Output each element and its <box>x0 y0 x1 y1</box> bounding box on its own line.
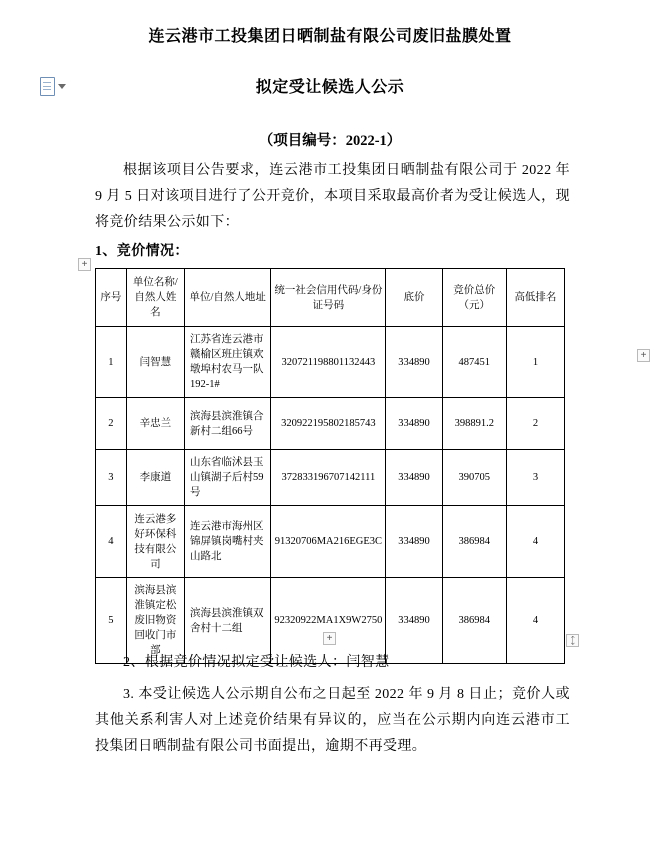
column-header-base-price: 底价 <box>386 269 442 327</box>
cell-address: 江苏省连云港市赣榆区班庄镇欢墩埠村农马一队192-1# <box>185 327 271 398</box>
column-header-rank: 高低排名 <box>506 269 564 327</box>
cell-base-price: 334890 <box>386 578 442 664</box>
cell-address: 山东省临沭县玉山镇湖子后村59号 <box>185 450 271 506</box>
page-title-line-1: 连云港市工投集团日晒制盐有限公司废旧盐膜处置 <box>148 28 512 45</box>
cell-rank: 2 <box>506 398 564 450</box>
bidding-results-table <box>95 268 565 664</box>
cell-base-price: 334890 <box>386 506 442 578</box>
cell-seq: 5 <box>96 578 127 664</box>
cell-name: 李康道 <box>126 450 184 506</box>
cell-address: 滨海县滨淮镇合新村二组66号 <box>185 398 271 450</box>
chevron-down-icon[interactable] <box>58 84 66 89</box>
cell-code: 91320706MA216EGE3C <box>271 506 386 578</box>
cell-rank: 4 <box>506 578 564 664</box>
document-object-icon[interactable] <box>40 76 66 96</box>
cell-name: 辛忠兰 <box>126 398 184 450</box>
cell-seq: 4 <box>96 506 127 578</box>
project-number: （项目编号：2022-1） <box>258 133 402 149</box>
cell-base-price: 334890 <box>386 398 442 450</box>
table-header <box>96 269 565 327</box>
item-2-paragraph: 2、根据竞价情况拟定受让候选人：闫智慧 <box>123 655 390 670</box>
cell-rank: 4 <box>506 506 564 578</box>
intro-paragraph: 根据该项目公告要求，连云港市工投集团日晒制盐有限公司于 2022 年 9 月 5 日对该项目进行了公开竞价，本项目采取最高价者为受让候选人，现将竞价结果公示如下： <box>95 163 570 230</box>
cell-seq: 2 <box>96 398 127 450</box>
column-header-seq: 序号 <box>96 269 127 327</box>
page-sheet-icon <box>40 77 55 96</box>
cell-total-price: 487451 <box>442 327 506 398</box>
table-body <box>96 327 565 664</box>
item-3-paragraph: 3. 本受让候选人公示期自公布之日起至 2022 年 9 月 8 日止；竞价人或其他关系利害人对上述竞价结果有异议的，应当在公示期内向连云港市工投集团日晒制盐有限公司书面提出，逾期不再受理。 <box>95 687 570 754</box>
column-header-name: 单位名称/自然人姓名 <box>126 269 184 327</box>
insert-bottom-row-handle[interactable]: + <box>323 632 336 645</box>
cell-total-price: 390705 <box>442 450 506 506</box>
insert-row-handle[interactable]: + <box>78 258 91 271</box>
cell-seq: 1 <box>96 327 127 398</box>
table-row <box>96 450 565 506</box>
cell-total-price: 386984 <box>442 578 506 664</box>
table-row <box>96 327 565 398</box>
document-title-block <box>95 24 565 150</box>
table-row <box>96 398 565 450</box>
section-heading-1: 1、竞价情况： <box>95 244 189 259</box>
column-header-code: 统一社会信用代码/身份证号码 <box>271 269 386 327</box>
cell-rank: 1 <box>506 327 564 398</box>
cell-base-price: 334890 <box>386 450 442 506</box>
cell-code: 320721198801132443 <box>271 327 386 398</box>
table-resize-handle[interactable] <box>566 634 579 647</box>
table-header-row <box>96 269 565 327</box>
cell-base-price: 334890 <box>386 327 442 398</box>
resize-arrow-icon: ⤡ <box>566 634 579 647</box>
cell-seq: 3 <box>96 450 127 506</box>
insert-column-handle[interactable]: + <box>637 349 650 362</box>
cell-code: 320922195802185743 <box>271 398 386 450</box>
cell-name: 连云港多好环保科技有限公司 <box>126 506 184 578</box>
cell-address: 滨海县滨淮镇双舍村十二组 <box>185 578 271 664</box>
cell-total-price: 398891.2 <box>442 398 506 450</box>
cell-code: 92320922MA1X9W2750 <box>271 578 386 664</box>
cell-total-price: 386984 <box>442 506 506 578</box>
cell-name: 滨海县滨淮镇定松废旧物资回收门市部 <box>126 578 184 664</box>
page-title-line-2: 拟定受让候选人公示 <box>255 79 405 96</box>
table-row <box>96 506 565 578</box>
cell-address: 连云港市海州区锦屏镇岗嘴村夹山路北 <box>185 506 271 578</box>
column-header-total-price: 竞价总价（元） <box>442 269 506 327</box>
cell-rank: 3 <box>506 450 564 506</box>
cell-code: 372833196707142111 <box>271 450 386 506</box>
cell-name: 闫智慧 <box>126 327 184 398</box>
column-header-address: 单位/自然人地址 <box>185 269 271 327</box>
